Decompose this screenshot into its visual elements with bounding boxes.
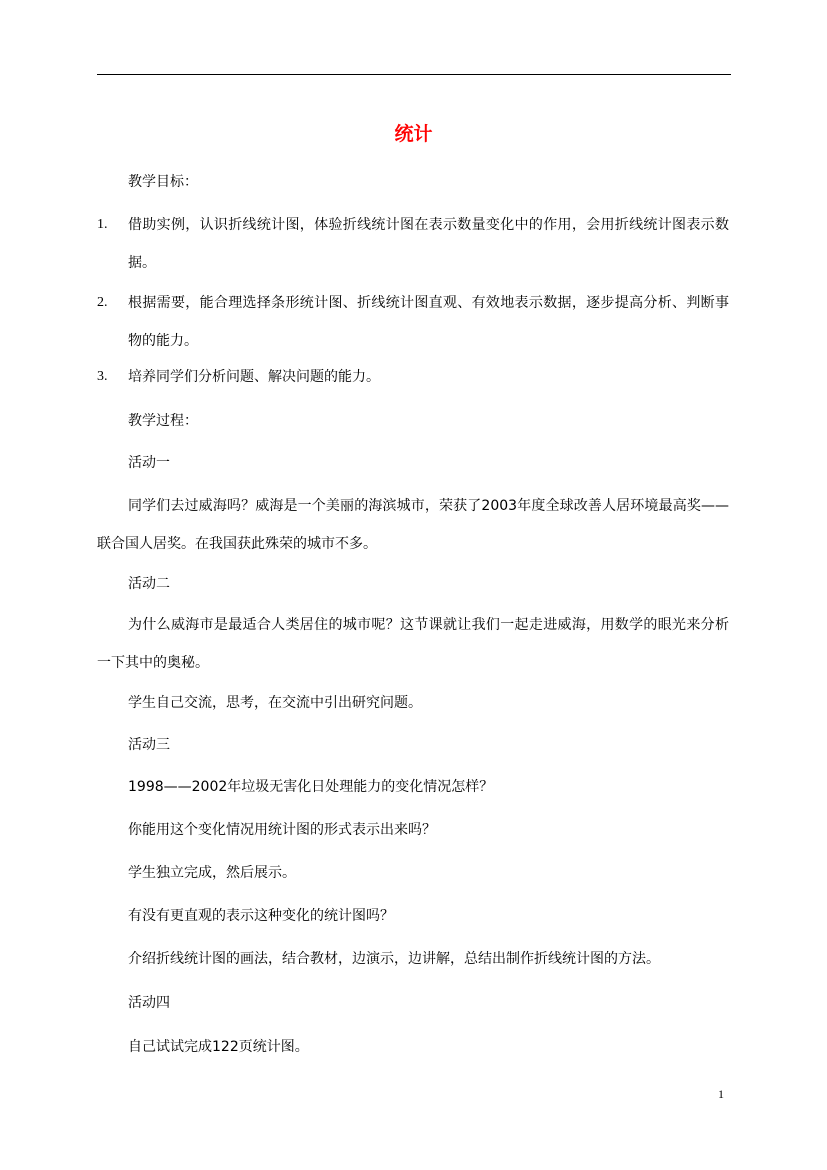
objectives-heading: 教学目标：	[128, 174, 198, 190]
objective-number: 2.	[97, 295, 108, 310]
objective-text: 根据需要，能合理选择条形统计图、折线统计图直观、有效地表示数据，逐步提高分析、判断事物的能力。	[128, 295, 729, 349]
objective-text: 培养同学们分析问题、解决问题的能力。	[128, 369, 380, 385]
activity3-line-4: 有没有更直观的表示这种变化的统计图吗？	[128, 908, 394, 924]
activity2-text: 为什么威海市是最适合人类居住的城市呢？这节课就让我们一起走进威海，用数学的眼光来分析一下其中的奥秘。	[97, 617, 729, 671]
objective-text: 借助实例，认识折线统计图，体验折线统计图在表示数量变化中的作用，会用折线统计图表示数据。	[128, 217, 729, 271]
objective-number: 3.	[97, 369, 108, 384]
activity4-text: 自己试试完成122页统计图。	[128, 1039, 309, 1055]
activity3-line-2: 你能用这个变化情况用统计图的形式表示出来吗？	[128, 822, 436, 838]
activity2-heading: 活动二	[128, 576, 170, 592]
activity4-heading: 活动四	[128, 995, 170, 1011]
activity3-line-5: 介绍折线统计图的画法，结合教材，边演示，边讲解，总结出制作折线统计图的方法。	[128, 951, 660, 967]
page-number: 1	[718, 1087, 724, 1101]
activity2-text2: 学生自己交流，思考，在交流中引出研究问题。	[128, 695, 422, 711]
header-rule	[97, 74, 731, 75]
page-title: 统计	[394, 123, 433, 145]
process-heading: 教学过程：	[128, 413, 198, 429]
activity3-heading: 活动三	[128, 737, 170, 753]
activity1-text: 同学们去过威海吗？威海是一个美丽的海滨城市，荣获了2003年度全球改善人居环境最高奖——联合国人居奖。在我国获此殊荣的城市不多。	[97, 498, 729, 552]
objective-number: 1.	[97, 217, 108, 232]
activity3-line-3: 学生独立完成，然后展示。	[128, 865, 296, 881]
activity1-heading: 活动一	[128, 455, 170, 471]
activity3-line-1: 1998——2002年垃圾无害化日处理能力的变化情况怎样？	[128, 779, 494, 795]
